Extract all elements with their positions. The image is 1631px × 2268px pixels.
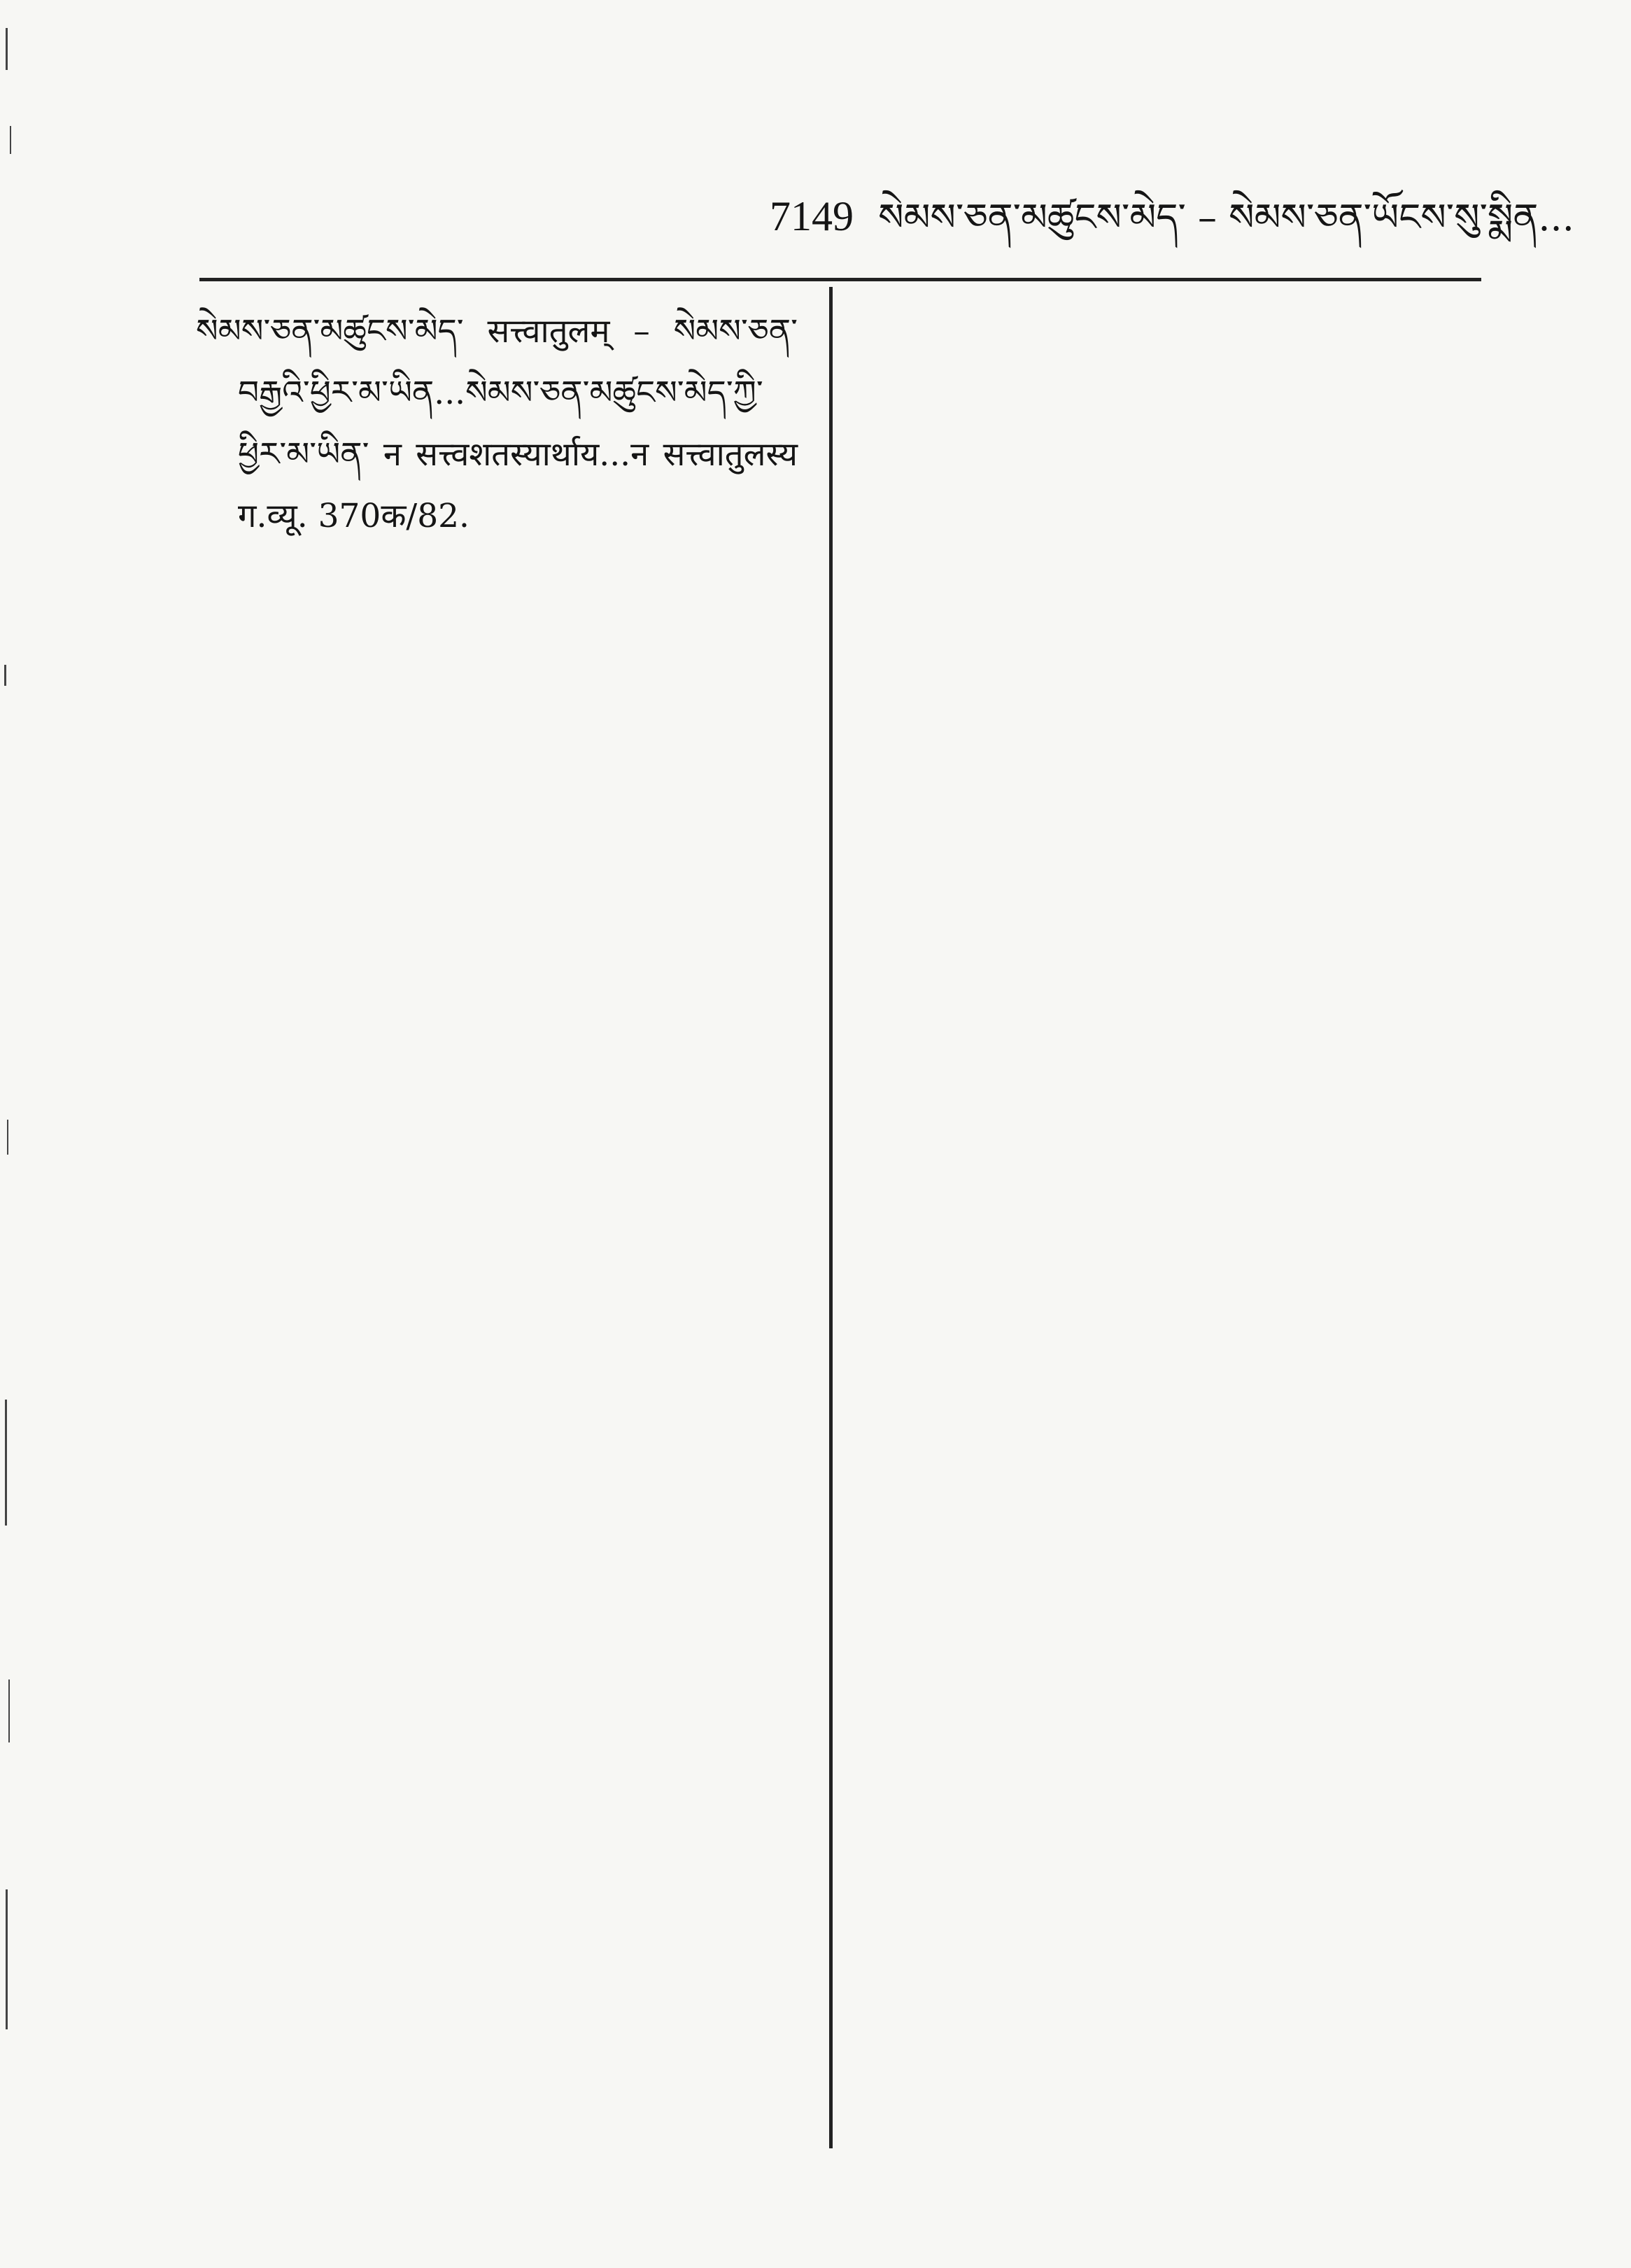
scan-edge-marks bbox=[0, 0, 17, 2265]
left-column bbox=[196, 301, 798, 560]
dictionary-entry: སེམས་ཅན་མཚུངས་མེད་ सत्त्वातुलम् – སེམས་ཅན་བརྒྱའི་ཕྱིར་མ་ཡིན...སེམས་ཅན་མཚུངས་མེད་ཀྱི་ཕྱིར་མ་ཡིན་ न सत्त्वशतस्यार्थाय...न सत्त्वातुलस्य ग.व्यू. 370क/82. bbox=[196, 312, 798, 535]
header-range: སེམས་ཅན་མཚུངས་མེད་ – སེམས་ཅན་ཡོངས་སུ་སྨིན... bbox=[878, 195, 1574, 239]
column-divider bbox=[829, 287, 833, 2148]
page-number: 7149 bbox=[770, 193, 854, 239]
running-header bbox=[770, 175, 1574, 281]
header-rule bbox=[199, 278, 1481, 281]
